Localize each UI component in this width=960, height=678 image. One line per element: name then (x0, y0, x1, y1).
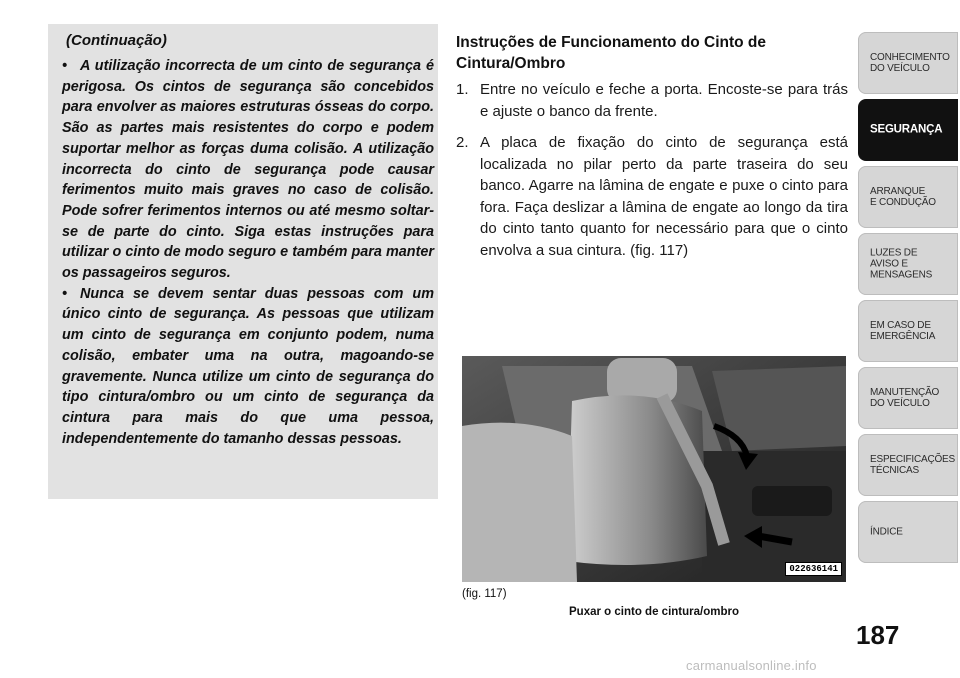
tab-luzes-de-aviso[interactable]: LUZES DE AVISO E MENSAGENS (858, 233, 958, 295)
steps-list (456, 79, 848, 271)
section-tabs (858, 32, 958, 568)
tab-seguranca[interactable]: SEGURANÇA (858, 99, 958, 161)
tab-arranque-e-conducao[interactable]: ARRANQUE E CONDUÇÃO (858, 166, 958, 228)
tab-em-caso-de-emergencia[interactable]: EM CASO DE EMERGÊNCIA (858, 300, 958, 362)
step-text: A placa de fixação do cinto de segurança está localizada no pilar perto da parte traseira do seu banco. Agarre na lâmina de engate e puxe o cinto para fora. Faça deslizar a lâmina de engate ao longo da tira do cinto tanto quanto for necessário para que o cinto envolva a sua cintura. (fig. 117) (480, 134, 848, 259)
section-heading: Instruções de Funcionamento do Cinto de Cintura/Ombro (456, 34, 767, 72)
page-number: 187 (856, 620, 900, 650)
step-number: 2. (456, 134, 469, 151)
watermark: carmanualsonline.info (686, 658, 817, 673)
continued-label: (Continuação) (66, 32, 167, 49)
tab-especificacoes-tecnicas[interactable]: ESPECIFICAÇÕES TÉCNICAS (858, 434, 958, 496)
figure-ref: (fig. 117) (462, 588, 507, 600)
tab-manutencao-do-veiculo[interactable]: MANUTENÇÃO DO VEÍCULO (858, 367, 958, 429)
tab-indice[interactable]: ÍNDICE (858, 501, 958, 563)
figure-caption: Puxar o cinto de cintura/ombro (569, 606, 739, 618)
step-item (456, 79, 848, 122)
warning-text (62, 56, 434, 449)
bullet-icon: • (62, 58, 68, 74)
warning-bullet-1: • A utilização incorrecta de um cinto de segurança é perigosa. Os cintos de segurança são concebidos para envolver as maiores estruturas ósseas do corpo. São as partes mais resistentes do corpo e podem suportar melhor as forças duma colisão. A utilização incorrecta do cinto de segurança pode causar ferimentos muito mais graves no caso de colisão. Pode sofrer ferimentos internos ou até mesmo soltar-se de parte do cinto. Siga estas instruções para utilizar o cinto de modo seguro e também para manter os passageiros seguros. (62, 58, 434, 282)
step-number: 1. (456, 81, 469, 98)
seat-illustration (462, 356, 846, 582)
tab-conhecimento-do-veiculo[interactable]: CONHECIMENTO DO VEÍCULO (858, 32, 958, 94)
figure-seatbelt-photo (462, 356, 846, 582)
bullet-icon: • (62, 285, 68, 302)
step-text: Entre no veículo e feche a porta. Encoste-se para trás e ajuste o banco da frente. (480, 81, 848, 120)
step-item (456, 132, 848, 261)
warning-bullet-2: • Nunca se devem sentar duas pessoas com um único cinto de segurança. As pessoas que utilizam um cinto de segurança em conjunto podem, numa colisão, embater uma na outra, magoando-se gravemente. Nunca utilize um cinto de segurança do tipo cintura/ombro ou um cinto de segurança da cintura para mais do que uma pessoa, independentemente do tamanho dessas pessoas. (62, 285, 434, 447)
figure-code: 022636141 (785, 562, 842, 576)
